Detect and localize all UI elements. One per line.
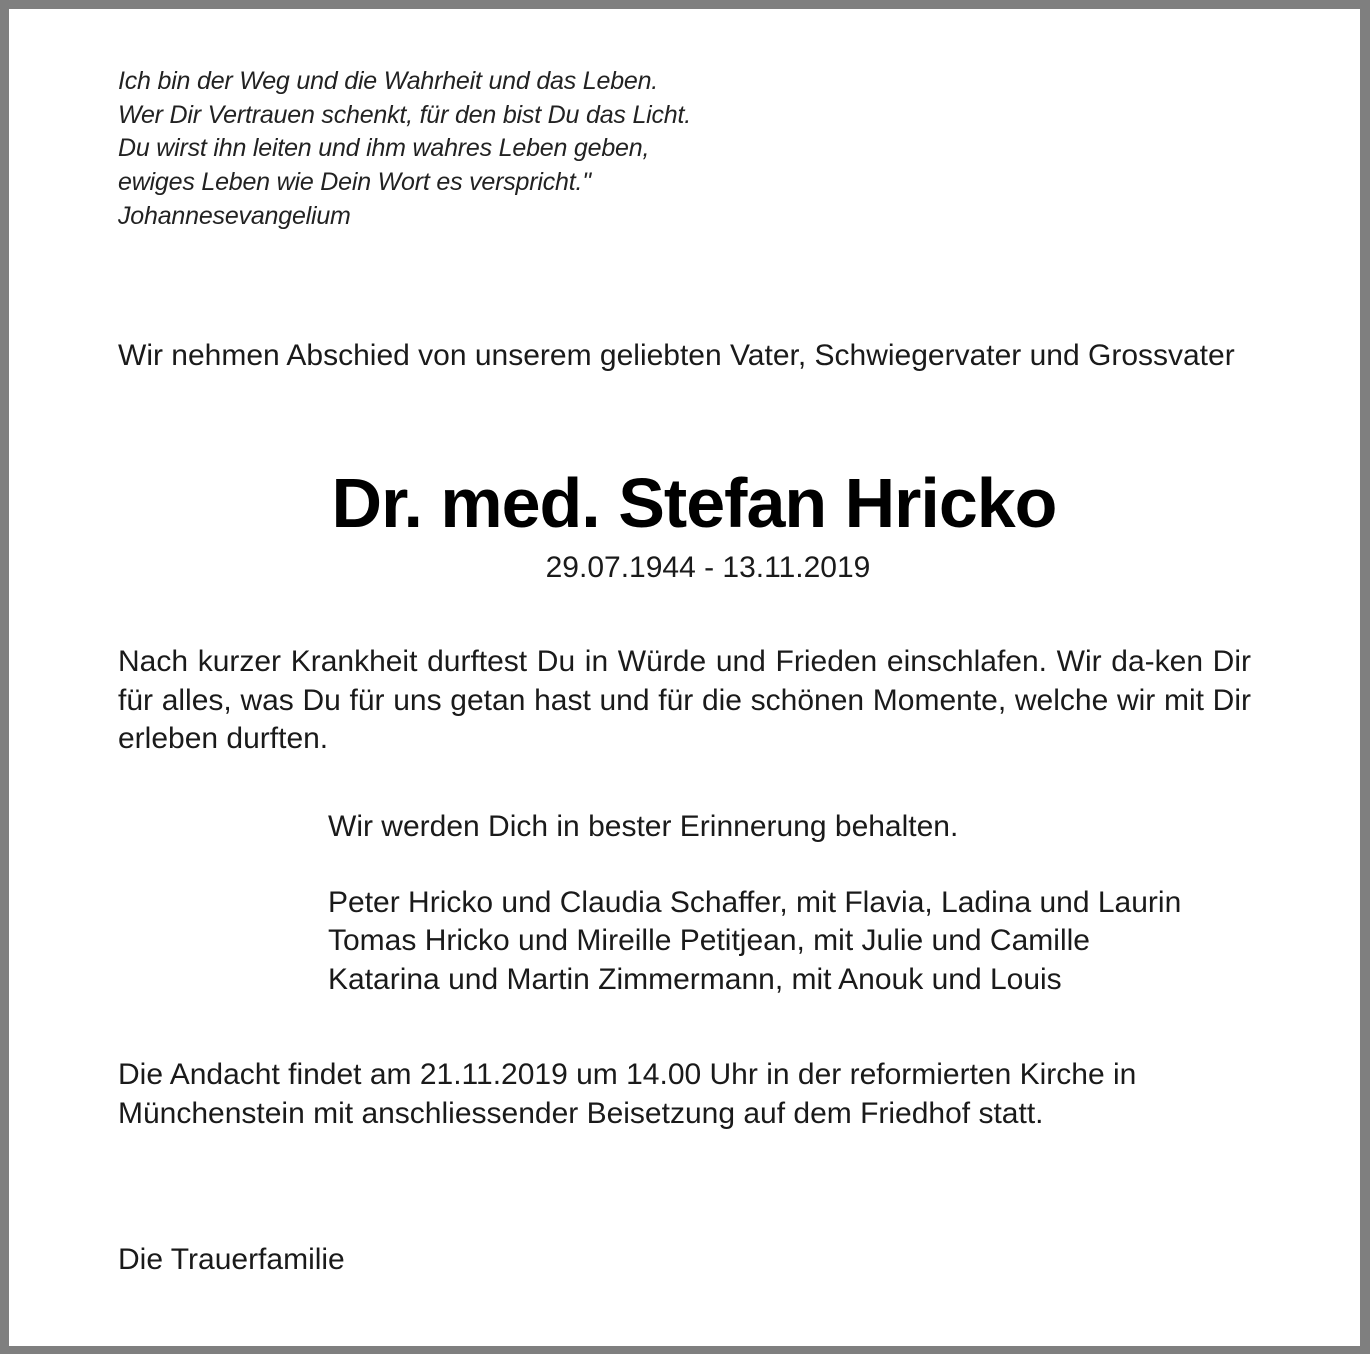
signoff: Die Trauerfamilie	[118, 1243, 345, 1276]
quote-line: Wer Dir Vertrauen schenkt, für den bist Du das Licht.	[118, 100, 691, 129]
family-member-line: Katarina und Martin Zimmermann, mit Anouk und Louis	[328, 962, 1062, 996]
scripture-quote	[118, 65, 818, 234]
quote-line: Ich bin der Weg und die Wahrheit und das Leben.	[118, 67, 659, 95]
obituary-notice	[9, 9, 1360, 1346]
quote-line: Du wirst ihn leiten und ihm wahres Leben geben,	[118, 134, 650, 163]
family-member-line: Peter Hricko und Claudia Schaffer, mit Flavia, Ladina und Laurin	[328, 886, 1182, 919]
deceased-name: Dr. med. Stefan Hricko	[331, 464, 1057, 542]
quote-line: ewiges Leben wie Dein Wort es verspricht."	[118, 168, 591, 197]
life-dates: 29.07.1944 - 13.11.2019	[545, 551, 871, 584]
family-list	[328, 884, 1181, 999]
farewell-message: Nach kurzer Krankheit durftest Du in Würde und Frieden einschlafen. Wir da-ken Dir für alles, was Du für uns getan hast und für die schönen Momente, welche wir mit Dir erleben durften.	[118, 645, 1251, 755]
quote-source: Johannesevangelium	[118, 201, 351, 230]
memory-line: Wir werden Dich in bester Erinnerung behalten.	[328, 810, 959, 843]
family-member-line: Tomas Hricko und Mireille Petitjean, mit Julie und Camille	[328, 924, 1090, 958]
service-info: Die Andacht findet am 21.11.2019 um 14.00 Uhr in der reformierten Kirche in Münchenstein mit anschliessender Beisetzung auf dem Friedhof statt.	[118, 1058, 1137, 1130]
farewell-intro: Wir nehmen Abschied von unserem geliebten Vater, Schwiegervater und Grossvater	[118, 339, 1235, 372]
